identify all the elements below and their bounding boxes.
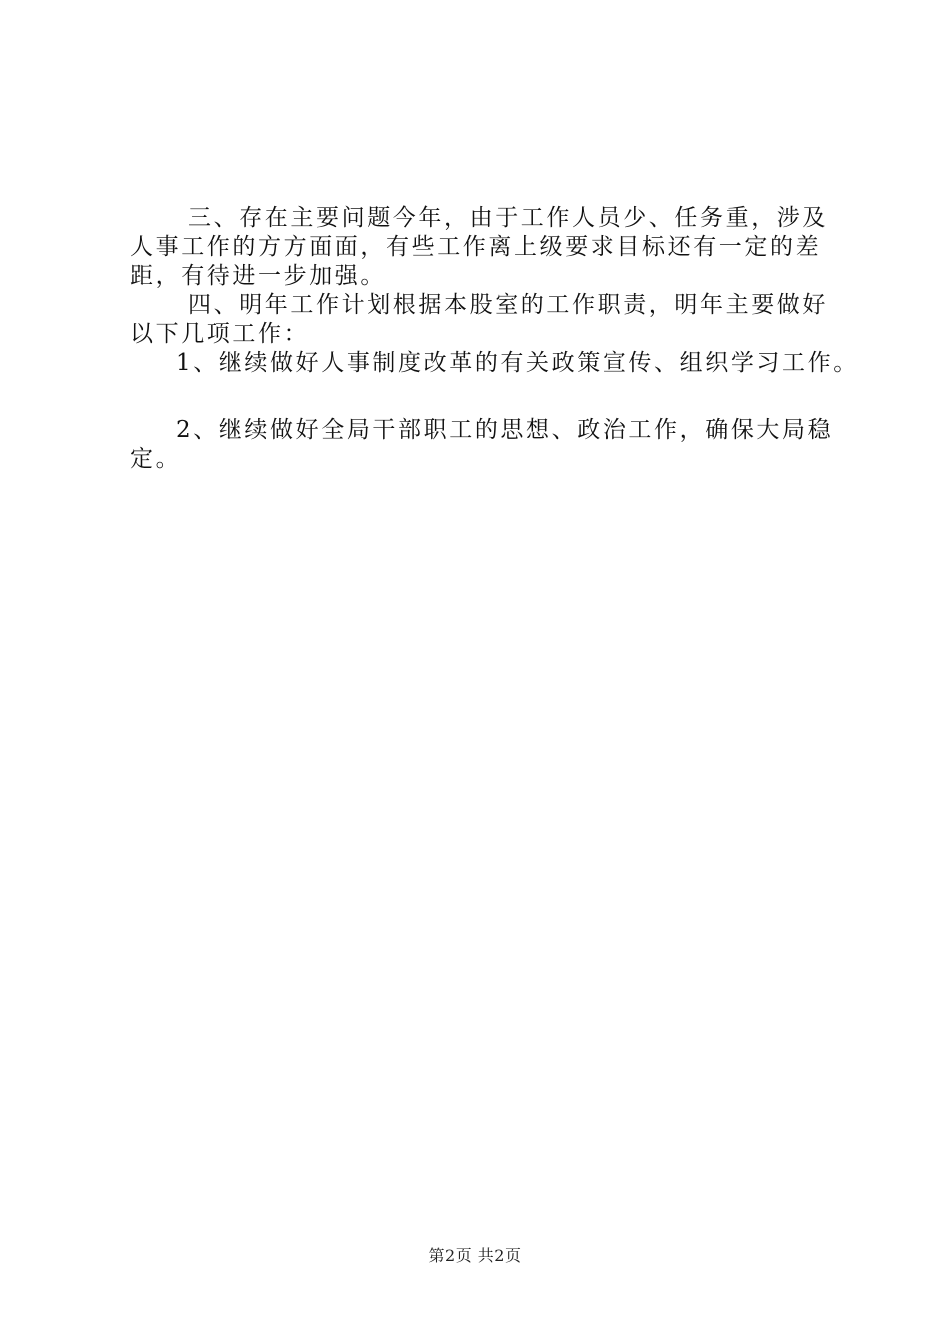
section-three-line-1: 三、存在主要问题今年，由于工作人员少、任务重，涉及	[188, 205, 828, 231]
page-footer: 第2页 共2页	[428, 1246, 522, 1265]
section-four-line-2: 以下几项工作：	[130, 321, 310, 347]
section-three-line-3: 距，有待进一步加强。	[130, 263, 386, 289]
document-body	[130, 204, 859, 474]
section-three-line-2: 人事工作的方方面面，有些工作离上级要求目标还有一定的差	[130, 234, 822, 260]
item-1-line: 1、继续做好人事制度改革的有关政策宣传、组织学习工作。	[176, 350, 859, 376]
item-2-line-1: 2、继续做好全局干部职工的思想、政治工作，确保大局稳	[176, 417, 834, 443]
item-2-line-2: 定。	[130, 446, 182, 472]
paragraph-gap	[130, 378, 845, 416]
section-four-line-1: 四、明年工作计划根据本股室的工作职责，明年主要做好	[188, 292, 828, 318]
